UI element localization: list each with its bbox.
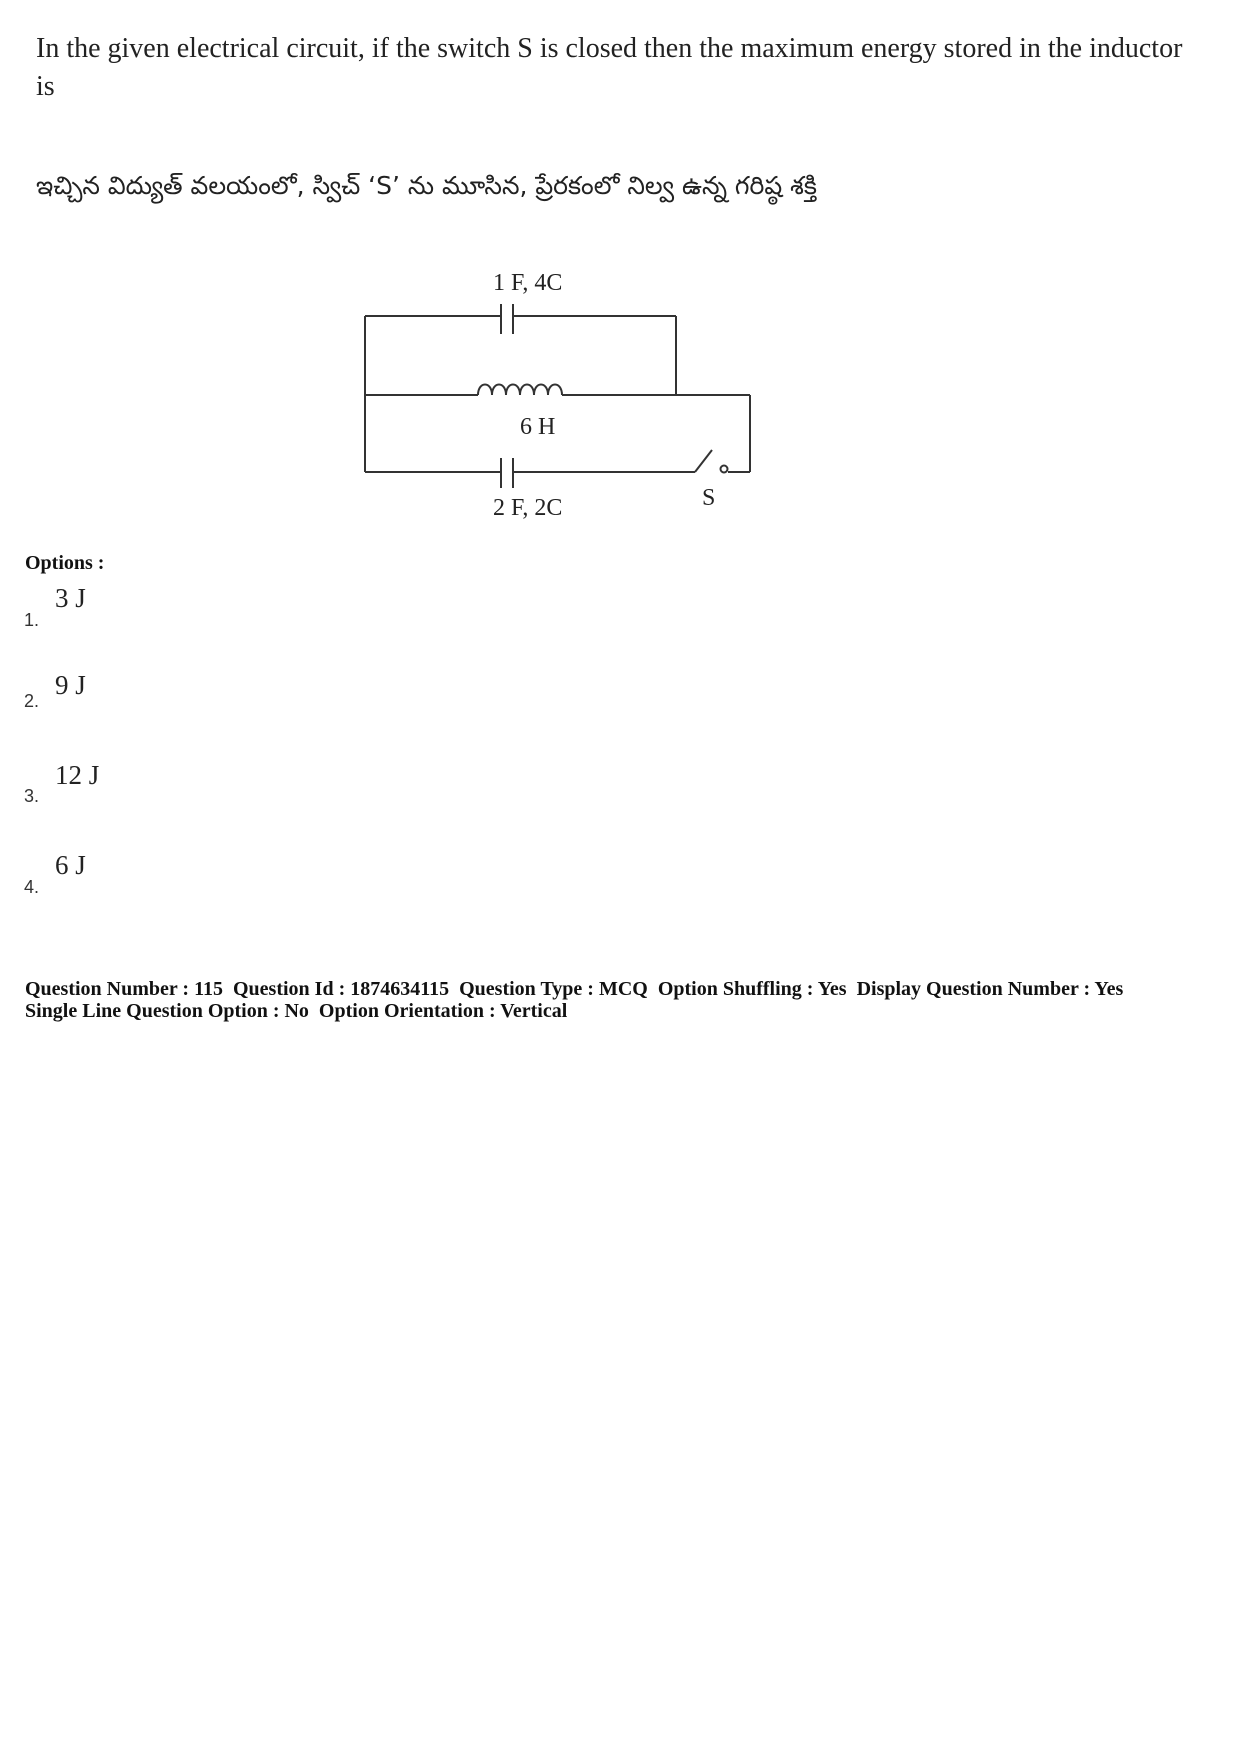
option-value: 3 J [55,583,86,613]
inductor-coil [478,385,562,396]
options-heading: Options : [25,552,105,574]
metadata-line-2: Single Line Question Option : No Option Orientation : Vertical [25,1000,568,1022]
option-number: 2. [24,691,40,711]
option-value: 6 J [55,850,86,880]
top-capacitor-label: 1 F, 4C [493,270,563,296]
switch-blade [695,450,712,472]
option-number: 3. [24,786,40,806]
inductor-label: 6 H [520,414,556,440]
bottom-capacitor-label: 2 F, 2C [493,495,563,521]
switch-label: S [702,485,716,511]
option-3[interactable] [0,760,400,820]
option-value: 12 J [55,760,100,790]
option-number: 4. [24,877,40,897]
question-metadata [25,978,1225,1022]
option-number: 1. [24,610,40,630]
option-value: 9 J [55,670,86,700]
option-2[interactable] [0,670,400,730]
option-1[interactable] [0,580,400,640]
question-text-english: In the given electrical circuit, if the switch S is closed then the maximum energy stored in the inductor is [36,33,1183,102]
metadata-line-1: Question Number : 115 Question Id : 1874634115 Question Type : MCQ Option Shuffling : Yes Display Question Number : Yes [25,978,1124,1000]
switch-contact [721,466,728,473]
question-text-telugu: ఇచ్చిన విద్యుత్ వలయంలో, స్విచ్ ‘S’ ను మూసిన, ప్రేరకంలో నిల్వ ఉన్న గరిష్ఠ శక్తి [36,171,817,200]
circuit-diagram [0,0,1240,540]
option-4[interactable] [0,850,400,910]
